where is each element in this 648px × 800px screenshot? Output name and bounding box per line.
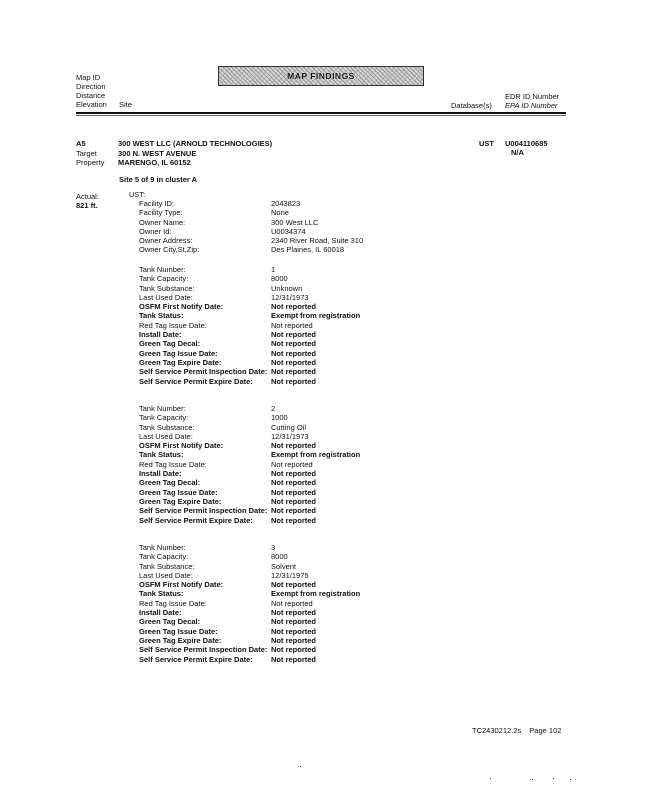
facility-label: Facility ID: [139,199,175,208]
tank-field-label: Tank Status: [139,589,184,599]
tank-field-label: Tank Substance: [139,283,195,293]
facility-value: None [271,208,289,218]
page-number: Page 102 [529,726,562,735]
tank-field-label: Last Used Date: [139,570,193,580]
tank-field-value: Not reported [271,635,316,645]
tank-field-label: Install Date: [139,330,182,340]
tank-field-value: Not reported [271,515,316,525]
map-findings-banner [218,66,424,86]
tank-field-label: Tank Substance: [139,422,195,432]
tank-field-value: Exempt from registration [271,311,361,321]
facility-label: Owner City,St,Zip: [139,245,200,255]
database-value: UST [479,139,494,148]
tank-field-value: Exempt from registration [271,450,361,460]
tank-field-label: Tank Capacity: [139,274,189,284]
header-rule-thin [76,115,566,116]
direction-label: Direction [76,82,106,91]
tank-field-value: Not reported [271,608,316,618]
edr-id-label: EDR ID Number [505,92,560,101]
property-label: Property [76,158,105,167]
tank-field-value: Not reported [271,330,316,340]
tank-field-value: 12/31/1975 [271,570,309,580]
tank-field-label: Green Tag Decal: [139,339,201,349]
cluster-text: Site 5 of 9 in cluster A [119,175,198,184]
tank-field-value: Not reported [271,357,316,367]
tank-field-value: Not reported [271,506,316,516]
tank-field-label: Tank Number: [139,265,186,274]
site-name: 300 WEST LLC (ARNOLD TECHNOLOGIES) [118,139,273,148]
tank-field-label: Self Service Permit Expire Date: [139,376,253,386]
tank-field-value: 8000 [271,552,288,562]
tank-field-label: Last Used Date: [139,292,193,302]
tank-field-label: Tank Capacity: [139,413,189,423]
tank-field-label: Self Service Permit Expire Date: [139,515,253,525]
tank-field-label: Self Service Permit Inspection Date: [139,645,268,655]
tank-field-label: Green Tag Decal: [139,478,201,488]
tank-field-label: Green Tag Issue Date: [139,626,218,636]
tank-field-value: 12/31/1973 [271,431,309,441]
facility-value: 2043823 [271,199,301,208]
tank-field-value: 2 [271,404,276,413]
tank-field-value: 3 [271,543,276,552]
database-label: Database(s) [451,101,492,110]
tank-field-label: Tank Capacity: [139,552,189,562]
tank-field-label: Red Tag Issue Date: [139,320,207,330]
scan-speck [553,778,554,779]
banner-title: MAP FINDINGS [287,71,355,81]
facility-value: 2340 River Road, Suite 310 [271,236,364,246]
tank-field-label: Green Tag Expire Date: [139,635,222,645]
record-map-block [76,139,104,168]
elevation-value: 821 ft. [76,201,98,210]
site-street: 300 N. WEST AVENUE [118,148,197,158]
tank-field-value: Cutting Oil [271,422,307,432]
tank-field-value: Solvent [271,561,297,571]
tank-field-label: Green Tag Expire Date: [139,357,222,367]
tank-field-value: Not reported [271,496,316,506]
facility-value: U0034374 [271,226,306,236]
edr-id-value: U004110685 [505,139,548,148]
tank-field-label: Self Service Permit Inspection Date: [139,367,268,377]
scan-speck [532,779,533,780]
tank-field-value: Not reported [271,302,316,312]
doc-id: TC2430212.2s [472,726,522,735]
tank-field-value: Not reported [271,654,316,664]
elevation-label: Elevation [76,100,107,109]
tank-field-value: Not reported [271,348,316,358]
facility-label: Facility Type: [139,208,183,218]
tank-field-value: Not reported [271,580,316,590]
tank-field-value: Unknown [271,283,303,293]
header-left-labels [76,73,107,109]
tank-field-label: OSFM First Notify Date: [139,441,224,451]
epa-id-value: N/A [511,148,524,157]
tank-field-label: Tank Status: [139,311,184,321]
tank-field-value: 1000 [271,413,288,423]
epa-id-label: EPA ID Number [505,101,558,110]
tank-field-label: Green Tag Expire Date: [139,496,222,506]
tank-field-value: Not reported [271,376,316,386]
tank-field-label: Install Date: [139,608,182,618]
scan-speck [300,766,301,767]
tank-field-value: Not reported [271,459,313,469]
site-label: Site [119,100,132,109]
tank-field-value: Not reported [271,645,316,655]
tank-field-value: Exempt from registration [271,589,361,599]
tank-field-value: Not reported [271,478,316,488]
site-address-block [118,139,272,168]
tank-field-label: Tank Number: [139,404,186,413]
tank-field-value: Not reported [271,339,316,349]
tank-field-value: Not reported [271,441,316,451]
tank-field-label: Red Tag Issue Date: [139,459,207,469]
tank-field-value: 1 [271,265,276,274]
tank-field-value: Not reported [271,617,316,627]
tank-field-label: Green Tag Decal: [139,617,201,627]
facility-label: Owner Name: [139,217,186,227]
facility-value: Des Plaines, IL 60018 [271,245,345,255]
section-label: UST: [129,190,146,199]
tank-field-label: Tank Number: [139,543,186,552]
tank-field-label: OSFM First Notify Date: [139,302,224,312]
tank-field-label: Tank Substance: [139,561,195,571]
facility-value: 300 West LLC [271,217,319,227]
scan-speck [490,778,491,779]
tank-field-label: Self Service Permit Expire Date: [139,654,253,664]
tank-field-label: OSFM First Notify Date: [139,580,224,590]
tank-field-value: 12/31/1973 [271,292,309,302]
tank-field-value: Not reported [271,469,316,479]
tank-field-label: Green Tag Issue Date: [139,487,218,497]
facility-label: Owner Id: [139,226,172,236]
tank-field-label: Install Date: [139,469,182,479]
tank-field-label: Green Tag Issue Date: [139,348,218,358]
tank-field-value: Not reported [271,626,316,636]
tank-field-value: Not reported [271,367,316,377]
facility-label: Owner Address: [139,236,193,246]
actual-label: Actual: [76,192,99,201]
target-label: Target [76,148,97,158]
tank-field-label: Last Used Date: [139,431,193,441]
tank-field-label: Red Tag Issue Date: [139,598,207,608]
tank-field-value: Not reported [271,320,313,330]
scan-speck [570,779,571,780]
tank-field-label: Tank Status: [139,450,184,460]
tank-field-value: Not reported [271,487,316,497]
header-rule [76,112,566,114]
site-city: MARENGO, IL 60152 [118,158,191,167]
map-id-label: Map ID [76,73,101,82]
tank-field-value: 8000 [271,274,288,284]
tank-field-label: Self Service Permit Inspection Date: [139,506,268,516]
map-id: A5 [76,139,86,148]
tank-field-value: Not reported [271,598,313,608]
page-footer [472,726,561,735]
distance-label: Distance [76,91,106,100]
